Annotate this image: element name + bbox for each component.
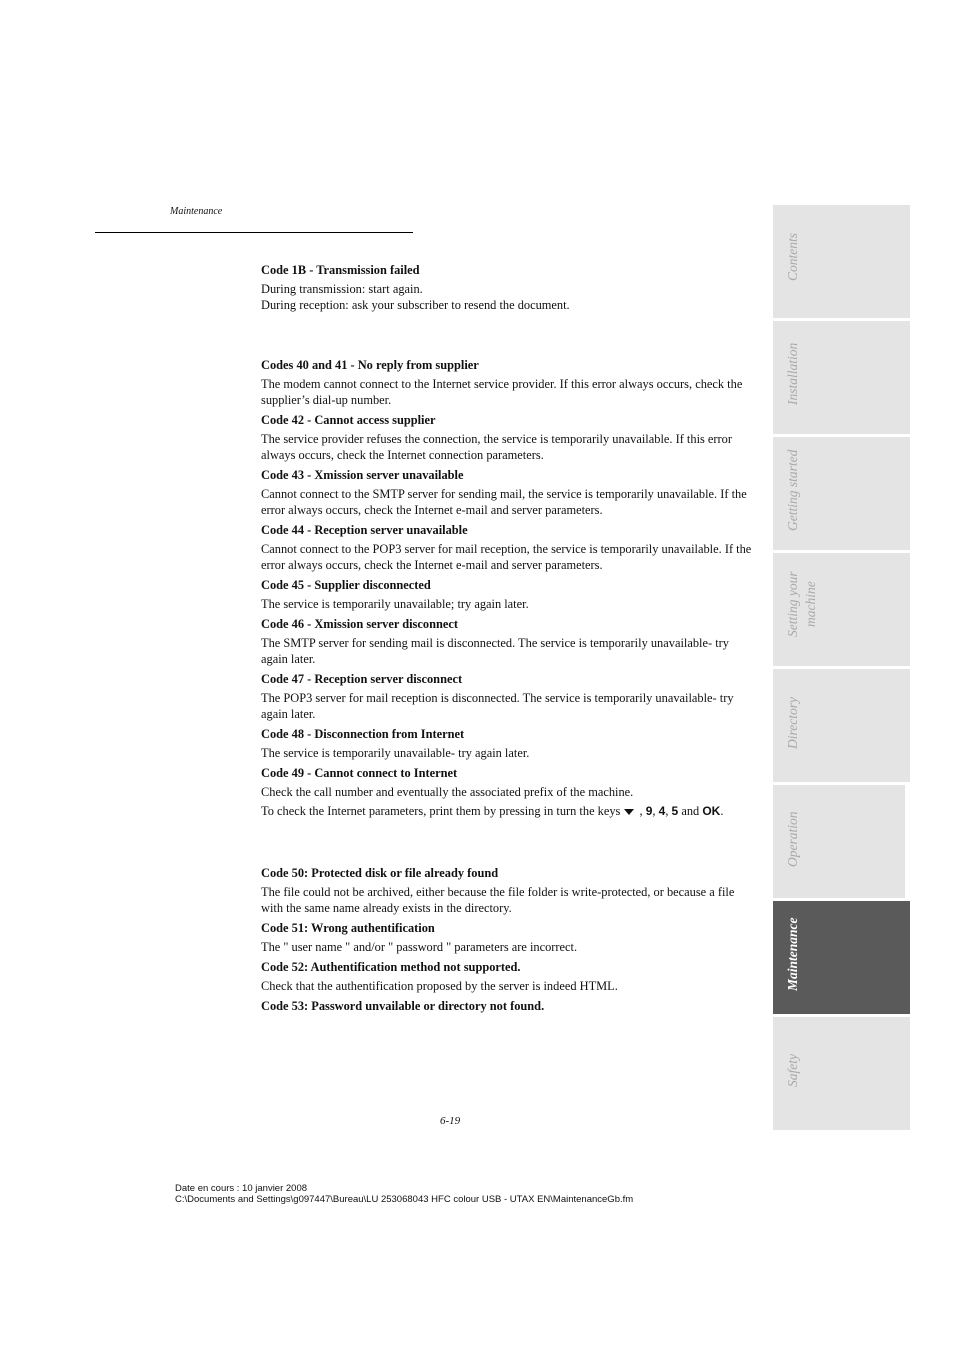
entry-code-44 bbox=[261, 522, 753, 573]
footer-path: C:\Documents and Settings\g097447\Bureau\LU 253068043 HFC colour USB - UTAX EN\MaintenanceGb.fm bbox=[175, 1194, 634, 1205]
entry-code-46 bbox=[261, 616, 753, 667]
tab-label-line2: machine bbox=[803, 581, 818, 627]
entry-text: Check that the authentification proposed by the server is indeed HTML. bbox=[261, 979, 618, 993]
separator: , bbox=[639, 804, 643, 818]
tab-label: Maintenance bbox=[785, 917, 800, 991]
end-period: . bbox=[720, 804, 724, 818]
entry-code-1b bbox=[261, 262, 753, 313]
entry-title: Code 45 - Supplier disconnected bbox=[261, 578, 431, 592]
entry-code-51 bbox=[261, 920, 753, 955]
main-content bbox=[261, 262, 753, 1017]
entry-text: The service is temporarily unavailable- try again later. bbox=[261, 746, 530, 760]
entry-code-43 bbox=[261, 467, 753, 518]
tab-contents[interactable] bbox=[773, 205, 910, 318]
chapter-tabs bbox=[773, 205, 910, 1133]
key-5: 5 bbox=[671, 804, 679, 818]
and-word: and bbox=[681, 804, 700, 818]
entry-code-49 bbox=[261, 765, 753, 819]
entry-text: Cannot connect to the POP3 server for mail reception, the service is temporarily unavailable. If the error always occurs, check the Internet e-mail and server parameters. bbox=[261, 542, 752, 572]
entry-title: Codes 40 and 41 - No reply from supplier bbox=[261, 358, 479, 372]
key-ok: OK bbox=[702, 804, 721, 818]
tab-safety[interactable] bbox=[773, 1017, 910, 1130]
keys-prefix: To check the Internet parameters, print them by pressing in turn the keys bbox=[261, 804, 621, 818]
key-sequence-line bbox=[261, 803, 753, 819]
spacer bbox=[261, 317, 753, 357]
entry-text: The POP3 server for mail reception is disconnected. The service is temporarily unavailable- try again later. bbox=[261, 691, 734, 721]
entry-title: Code 51: Wrong authentification bbox=[261, 921, 435, 935]
spacer bbox=[261, 823, 753, 865]
tab-label: Installation bbox=[785, 342, 800, 405]
entry-text: The file could not be archived, either because the file folder is write-protected, or because a file with the same name already exists in the directory. bbox=[261, 885, 735, 915]
section-1b bbox=[261, 262, 753, 313]
tab-label: Setting your bbox=[785, 571, 800, 637]
entry-title: Code 52: Authentification method not supported. bbox=[261, 960, 521, 974]
entry-text: The " user name " and/or " password " parameters are incorrect. bbox=[261, 940, 578, 954]
entry-title: Code 43 - Xmission server unavailable bbox=[261, 468, 464, 482]
tab-label: Safety bbox=[785, 1054, 800, 1087]
entry-code-45 bbox=[261, 577, 753, 612]
entry-code-50 bbox=[261, 865, 753, 916]
tab-label: Contents bbox=[785, 232, 800, 281]
tab-label: Getting started bbox=[785, 449, 800, 531]
tab-label: Operation bbox=[785, 811, 800, 867]
entry-title: Code 49 - Cannot connect to Internet bbox=[261, 766, 458, 780]
entry-title: Code 46 - Xmission server disconnect bbox=[261, 617, 458, 631]
entry-title: Code 53: Password unvailable or directory not found. bbox=[261, 999, 545, 1013]
entry-code-53 bbox=[261, 998, 753, 1014]
key-4: 4 bbox=[658, 804, 666, 818]
running-header: Maintenance bbox=[170, 206, 223, 217]
entry-text: The SMTP server for sending mail is disconnected. The service is temporarily unavailable- try again later. bbox=[261, 636, 729, 666]
tab-operation[interactable] bbox=[773, 785, 905, 898]
entry-code-52 bbox=[261, 959, 753, 994]
entry-title: Code 47 - Reception server disconnect bbox=[261, 672, 463, 686]
section-internet-codes bbox=[261, 357, 753, 819]
section-archive-codes bbox=[261, 865, 753, 1014]
entry-code-42 bbox=[261, 412, 753, 463]
tab-setting-your-machine[interactable] bbox=[773, 553, 910, 666]
tab-installation[interactable] bbox=[773, 321, 910, 434]
footer-date: Date en cours : 10 janvier 2008 bbox=[175, 1183, 308, 1194]
tab-maintenance[interactable] bbox=[773, 901, 910, 1014]
entry-text: The modem cannot connect to the Internet service provider. If this error always occurs, check the supplier’s dial-up number. bbox=[261, 377, 743, 407]
entry-title: Code 50: Protected disk or file already found bbox=[261, 866, 499, 880]
entry-text: Cannot connect to the SMTP server for sending mail, the service is temporarily unavailable. If the error always occurs, check the Internet e-mail and server parameters. bbox=[261, 487, 747, 517]
entry-code-40-41 bbox=[261, 357, 753, 408]
entry-text: Check the call number and eventually the associated prefix of the machine. bbox=[261, 785, 634, 799]
entry-text: The service provider refuses the connection, the service is temporarily unavailable. If this error always occurs, check the Internet connection parameters. bbox=[261, 432, 733, 462]
key-9: 9 bbox=[645, 804, 653, 818]
separator: , bbox=[665, 804, 669, 818]
tab-label: Directory bbox=[785, 697, 800, 749]
entry-text: During transmission: start again. bbox=[261, 282, 423, 296]
entry-title: Code 44 - Reception server unavailable bbox=[261, 523, 468, 537]
separator: , bbox=[652, 804, 656, 818]
entry-title: Code 1B - Transmission failed bbox=[261, 263, 420, 277]
page-number: 6-19 bbox=[440, 1115, 461, 1127]
entry-code-48 bbox=[261, 726, 753, 761]
tab-directory[interactable] bbox=[773, 669, 910, 782]
down-arrow-icon bbox=[624, 809, 634, 815]
entry-title: Code 42 - Cannot access supplier bbox=[261, 413, 436, 427]
entry-code-47 bbox=[261, 671, 753, 722]
tab-getting-started[interactable] bbox=[773, 437, 910, 550]
footer bbox=[175, 1183, 633, 1205]
entry-title: Code 48 - Disconnection from Internet bbox=[261, 727, 465, 741]
header-rule bbox=[95, 232, 413, 233]
entry-text: During reception: ask your subscriber to resend the document. bbox=[261, 298, 570, 312]
entry-text: The service is temporarily unavailable; try again later. bbox=[261, 597, 529, 611]
